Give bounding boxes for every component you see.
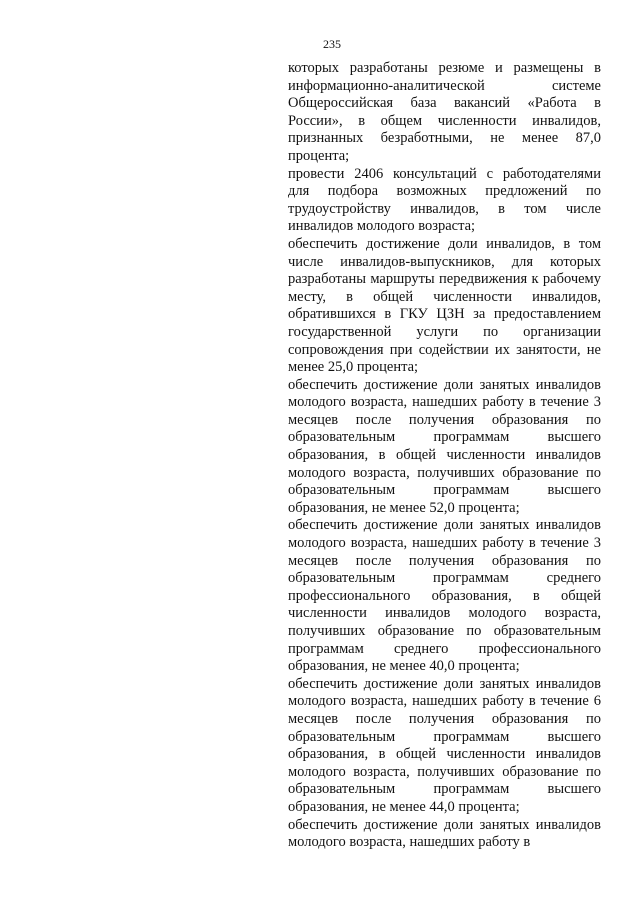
paragraph-higher-ed-3-months: обеспечить достижение доли занятых инвалидов молодого возраста, нашедших работу в течение 3 месяцев после получения образования по образовательным программам высшего образования, в общей численности инвалидов молодого возраста, получивших образование по образовательным программам высшего образования, не менее 52,0 процента;: [288, 376, 601, 516]
body-text: [288, 60, 601, 852]
paragraph-higher-ed-6-months: обеспечить достижение доли занятых инвалидов молодого возраста, нашедших работу в течение 6 месяцев после получения образования по образовательным программам высшего образования, в общей численности инвалидов молодого возраста, получивших образование по образовательным программам высшего образования, не менее 44,0 процента;: [288, 675, 601, 815]
page-number: 235: [323, 37, 341, 51]
paragraph-continued: обеспечить достижение доли занятых инвалидов молодого возраста, нашедших работу в: [288, 816, 601, 851]
paragraph-vocational-ed-3-months: обеспечить достижение доли занятых инвалидов молодого возраста, нашедших работу в течение 3 месяцев после получения образования по образовательным программам среднего профессионального образования, в общей численности инвалидов молодого возраста, получивших образование по образовательным программам среднего профессионального образования, не менее 40,0 процента;: [288, 517, 601, 675]
paragraph-workplace-routes: обеспечить достижение доли инвалидов, в том числе инвалидов-выпускников, для которых разработаны маршруты передвижения к рабочему месту, в общей численности инвалидов, обратившихся в ГКУ ЦЗН за предоставлением государственной услуги по организации сопровождения при содействии их занятости, не менее 25,0 процента;: [288, 235, 601, 376]
paragraph-resume-placement: которых разработаны резюме и размещены в информационно-аналитической системе Общероссийская база вакансий «Работа в России», в общем численности инвалидов, признанных безработными, не менее 87,0 процента;: [288, 60, 601, 164]
paragraph-employer-consultations: провести 2406 консультаций с работодателями для подбора возможных предложений по трудоустройству инвалидов, в том числе инвалидов молодого возраста;: [288, 165, 601, 235]
